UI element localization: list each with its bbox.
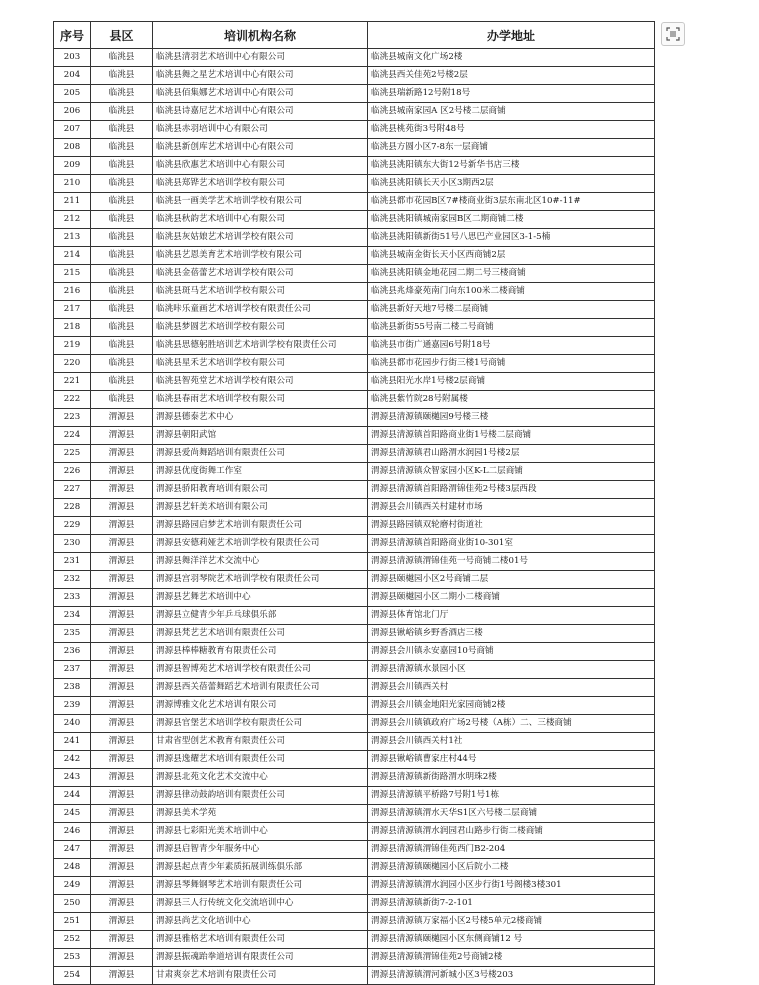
org-name-cell: 渭源县西关蓓蕾舞蹈艺术培训有限责任公司 bbox=[153, 679, 368, 697]
org-name-cell: 渭源县起点青少年素质拓展训练俱乐部 bbox=[153, 859, 368, 877]
org-name-cell: 渭源县爱尚舞蹈培训有限责任公司 bbox=[153, 445, 368, 463]
table-row bbox=[54, 499, 655, 517]
org-name-cell: 临洮县斑马艺术培训学校有限公司 bbox=[153, 283, 368, 301]
serial-cell: 250 bbox=[54, 895, 91, 913]
address-cell: 渭源县清源镇新街7-2-101 bbox=[368, 895, 655, 913]
county-cell: 临洮县 bbox=[91, 373, 153, 391]
table-row bbox=[54, 391, 655, 409]
serial-cell: 213 bbox=[54, 229, 91, 247]
serial-cell: 231 bbox=[54, 553, 91, 571]
serial-cell: 242 bbox=[54, 751, 91, 769]
org-name-cell: 临洮县赤羽培训中心有限公司 bbox=[153, 121, 368, 139]
address-cell: 渭源县清源镇渭水润园小区步行街1号阁楼3楼301 bbox=[368, 877, 655, 895]
table-row bbox=[54, 445, 655, 463]
table-row bbox=[54, 697, 655, 715]
org-name-cell: 渭源县七彩阳光美术培训中心 bbox=[153, 823, 368, 841]
table-row bbox=[54, 319, 655, 337]
county-cell: 临洮县 bbox=[91, 337, 153, 355]
county-cell: 渭源县 bbox=[91, 607, 153, 625]
header-serial: 序号 bbox=[54, 22, 91, 49]
table-row bbox=[54, 373, 655, 391]
county-cell: 渭源县 bbox=[91, 553, 153, 571]
address-cell: 渭源县体育馆北门厅 bbox=[368, 607, 655, 625]
table-row bbox=[54, 805, 655, 823]
serial-cell: 215 bbox=[54, 265, 91, 283]
county-cell: 渭源县 bbox=[91, 895, 153, 913]
org-name-cell: 临洮县秋韵艺术培训中心有限公司 bbox=[153, 211, 368, 229]
serial-cell: 203 bbox=[54, 49, 91, 67]
serial-cell: 221 bbox=[54, 373, 91, 391]
table-row bbox=[54, 787, 655, 805]
address-cell: 临洮县桃苑街3号附48号 bbox=[368, 121, 655, 139]
address-cell: 临洮县洮阳镇长天小区3期西2层 bbox=[368, 175, 655, 193]
org-name-cell: 渭源县立健青少年乒乓球俱乐部 bbox=[153, 607, 368, 625]
org-name-cell: 临洮县一画美学艺术培训学校有限公司 bbox=[153, 193, 368, 211]
table-row bbox=[54, 877, 655, 895]
address-cell: 渭源县会川镇金地阳光家园商铺2楼 bbox=[368, 697, 655, 715]
org-name-cell: 临洮县灰姑娘艺术培训学校有限公司 bbox=[153, 229, 368, 247]
org-name-cell: 渭源县舞洋洋艺术交流中心 bbox=[153, 553, 368, 571]
county-cell: 渭源县 bbox=[91, 481, 153, 499]
address-cell: 临洮县洮阳镇金地花园二期二号三楼商铺 bbox=[368, 265, 655, 283]
address-cell: 渭源县清源镇首阳路渭锦佳苑2号楼3层西段 bbox=[368, 481, 655, 499]
county-cell: 临洮县 bbox=[91, 103, 153, 121]
table-row bbox=[54, 913, 655, 931]
county-cell: 渭源县 bbox=[91, 769, 153, 787]
address-cell: 渭源县颐樾园小区2号商铺二层 bbox=[368, 571, 655, 589]
serial-cell: 238 bbox=[54, 679, 91, 697]
address-cell: 临洮县洮阳镇城南家园B区二期商铺二楼 bbox=[368, 211, 655, 229]
org-name-cell: 渭源县路园启梦艺术培训有限责任公司 bbox=[153, 517, 368, 535]
table-row bbox=[54, 643, 655, 661]
serial-cell: 217 bbox=[54, 301, 91, 319]
table-body bbox=[54, 49, 655, 985]
header-address: 办学地址 bbox=[368, 22, 655, 49]
table-row bbox=[54, 67, 655, 85]
county-cell: 临洮县 bbox=[91, 175, 153, 193]
county-cell: 临洮县 bbox=[91, 229, 153, 247]
org-name-cell: 临洮县欣惠艺术培训中心有限公司 bbox=[153, 157, 368, 175]
address-cell: 渭源县清源镇颐樾园9号楼三楼 bbox=[368, 409, 655, 427]
serial-cell: 208 bbox=[54, 139, 91, 157]
county-cell: 渭源县 bbox=[91, 967, 153, 985]
serial-cell: 223 bbox=[54, 409, 91, 427]
table-row bbox=[54, 211, 655, 229]
serial-cell: 225 bbox=[54, 445, 91, 463]
serial-cell: 206 bbox=[54, 103, 91, 121]
serial-cell: 248 bbox=[54, 859, 91, 877]
county-cell: 临洮县 bbox=[91, 139, 153, 157]
county-cell: 渭源县 bbox=[91, 949, 153, 967]
county-cell: 临洮县 bbox=[91, 319, 153, 337]
table-row bbox=[54, 625, 655, 643]
table-row bbox=[54, 949, 655, 967]
serial-cell: 205 bbox=[54, 85, 91, 103]
address-cell: 临洮县方圆小区7-8东一层商铺 bbox=[368, 139, 655, 157]
org-name-cell: 渭源县德泰艺术中心 bbox=[153, 409, 368, 427]
address-cell: 渭源县会川镇永安嘉园10号商铺 bbox=[368, 643, 655, 661]
org-name-cell: 临洮县舞之星艺术培训中心有限公司 bbox=[153, 67, 368, 85]
address-cell: 临洮县阳光水岸1号楼2层商铺 bbox=[368, 373, 655, 391]
address-cell: 渭源县清源镇众智家园小区K-L二层商铺 bbox=[368, 463, 655, 481]
org-name-cell: 临洮县新创库艺术培训中心有限公司 bbox=[153, 139, 368, 157]
org-name-cell: 渭源县官堡艺术培训学校有限责任公司 bbox=[153, 715, 368, 733]
org-name-cell: 渭源县北苑文化艺术交流中心 bbox=[153, 769, 368, 787]
org-name-cell: 临洮县郑铧艺术培训学校有限公司 bbox=[153, 175, 368, 193]
serial-cell: 254 bbox=[54, 967, 91, 985]
org-name-cell: 渭源县安德莉娅艺术培训学校有限责任公司 bbox=[153, 535, 368, 553]
table-row bbox=[54, 229, 655, 247]
serial-cell: 224 bbox=[54, 427, 91, 445]
serial-cell: 220 bbox=[54, 355, 91, 373]
county-cell: 渭源县 bbox=[91, 805, 153, 823]
org-name-cell: 临洮县诗嘉尼艺术培训中心有限公司 bbox=[153, 103, 368, 121]
org-name-cell: 渭源县启智青少年服务中心 bbox=[153, 841, 368, 859]
county-cell: 渭源县 bbox=[91, 535, 153, 553]
serial-cell: 235 bbox=[54, 625, 91, 643]
table-row bbox=[54, 661, 655, 679]
table-row bbox=[54, 895, 655, 913]
table-row bbox=[54, 679, 655, 697]
serial-cell: 240 bbox=[54, 715, 91, 733]
address-cell: 临洮县城南文化广场2楼 bbox=[368, 49, 655, 67]
table-row bbox=[54, 571, 655, 589]
org-name-cell: 渭源县骄阳教育培训有限公司 bbox=[153, 481, 368, 499]
serial-cell: 239 bbox=[54, 697, 91, 715]
address-cell: 渭源县清源镇颐樾园小区后院小二楼 bbox=[368, 859, 655, 877]
org-name-cell: 临洮县智苑堂艺术培训学校有限公司 bbox=[153, 373, 368, 391]
address-cell: 临洮县瑞新路12号附18号 bbox=[368, 85, 655, 103]
table-row bbox=[54, 121, 655, 139]
address-cell: 渭源县路园镇双轮磨村街道社 bbox=[368, 517, 655, 535]
serial-cell: 210 bbox=[54, 175, 91, 193]
county-cell: 临洮县 bbox=[91, 85, 153, 103]
table-row bbox=[54, 967, 655, 985]
org-name-cell: 临洮县清羽艺术培训中心有限公司 bbox=[153, 49, 368, 67]
table-row bbox=[54, 751, 655, 769]
org-name-cell: 渭源县优度街舞工作室 bbox=[153, 463, 368, 481]
org-name-cell: 渭源县艺舞艺术培训中心 bbox=[153, 589, 368, 607]
serial-cell: 219 bbox=[54, 337, 91, 355]
serial-cell: 229 bbox=[54, 517, 91, 535]
county-cell: 临洮县 bbox=[91, 211, 153, 229]
serial-cell: 241 bbox=[54, 733, 91, 751]
address-cell: 渭源县清源镇新街路渭水明珠2楼 bbox=[368, 769, 655, 787]
header-org-name: 培训机构名称 bbox=[153, 22, 368, 49]
county-cell: 临洮县 bbox=[91, 391, 153, 409]
county-cell: 临洮县 bbox=[91, 193, 153, 211]
address-cell: 临洮县市街广通嘉园6号附18号 bbox=[368, 337, 655, 355]
table-row bbox=[54, 409, 655, 427]
county-cell: 临洮县 bbox=[91, 49, 153, 67]
org-name-cell: 渭源县三人行传统文化交流培训中心 bbox=[153, 895, 368, 913]
address-cell: 临洮县洮阳镇新街51号八思巴产业园区3-1-5楠 bbox=[368, 229, 655, 247]
address-cell: 临洮县城南金街长天小区西商铺2层 bbox=[368, 247, 655, 265]
address-cell: 渭源县清源镇水景园小区 bbox=[368, 661, 655, 679]
org-name-cell: 临洮县佰集娜艺术培训中心有限公司 bbox=[153, 85, 368, 103]
org-name-cell: 临洮咔乐童画艺术培训学校有限责任公司 bbox=[153, 301, 368, 319]
address-cell: 渭源县会川镇西关村1社 bbox=[368, 733, 655, 751]
county-cell: 渭源县 bbox=[91, 877, 153, 895]
county-cell: 渭源县 bbox=[91, 679, 153, 697]
address-cell: 渭源县清源镇君山路渭水润园1号楼2层 bbox=[368, 445, 655, 463]
serial-cell: 216 bbox=[54, 283, 91, 301]
address-cell: 临洮县紫竹院28号附属楼 bbox=[368, 391, 655, 409]
table-row bbox=[54, 607, 655, 625]
county-cell: 渭源县 bbox=[91, 787, 153, 805]
table-row bbox=[54, 85, 655, 103]
county-cell: 渭源县 bbox=[91, 427, 153, 445]
serial-cell: 233 bbox=[54, 589, 91, 607]
table-row bbox=[54, 589, 655, 607]
institution-table bbox=[53, 21, 655, 985]
address-cell: 临洮县城南家园A 区2号楼二层商铺 bbox=[368, 103, 655, 121]
county-cell: 渭源县 bbox=[91, 823, 153, 841]
org-name-cell: 渭源县琴舞钢琴艺术培训有限责任公司 bbox=[153, 877, 368, 895]
org-name-cell: 渭源县棒棒糖教育有限责任公司 bbox=[153, 643, 368, 661]
county-cell: 渭源县 bbox=[91, 445, 153, 463]
serial-cell: 228 bbox=[54, 499, 91, 517]
table-row bbox=[54, 823, 655, 841]
county-cell: 临洮县 bbox=[91, 301, 153, 319]
table-row bbox=[54, 715, 655, 733]
address-cell: 渭源县颐樾园小区二期小二楼商铺 bbox=[368, 589, 655, 607]
serial-cell: 227 bbox=[54, 481, 91, 499]
table-row bbox=[54, 931, 655, 949]
table-row bbox=[54, 733, 655, 751]
address-cell: 渭源县会川镇西关村建材市场 bbox=[368, 499, 655, 517]
table-row bbox=[54, 553, 655, 571]
county-cell: 临洮县 bbox=[91, 265, 153, 283]
serial-cell: 214 bbox=[54, 247, 91, 265]
county-cell: 渭源县 bbox=[91, 643, 153, 661]
org-name-cell: 渭源县振魂跆拳道培训有限责任公司 bbox=[153, 949, 368, 967]
county-cell: 临洮县 bbox=[91, 67, 153, 85]
serial-cell: 222 bbox=[54, 391, 91, 409]
county-cell: 渭源县 bbox=[91, 913, 153, 931]
address-cell: 渭源县清源镇颐樾园小区东侧商铺12 号 bbox=[368, 931, 655, 949]
serial-cell: 243 bbox=[54, 769, 91, 787]
table-row bbox=[54, 535, 655, 553]
serial-cell: 244 bbox=[54, 787, 91, 805]
address-cell: 渭源县锹峪镇曹家庄村44号 bbox=[368, 751, 655, 769]
county-cell: 渭源县 bbox=[91, 409, 153, 427]
table-row bbox=[54, 49, 655, 67]
table-row bbox=[54, 193, 655, 211]
address-cell: 渭源县清源镇万家福小区2号楼5单元2楼商铺 bbox=[368, 913, 655, 931]
serial-cell: 209 bbox=[54, 157, 91, 175]
table-row bbox=[54, 283, 655, 301]
address-cell: 渭源县清源镇渭水润园君山路步行街二楼商铺 bbox=[368, 823, 655, 841]
table-row bbox=[54, 859, 655, 877]
org-name-cell: 渭源博雅文化艺术培训有限公司 bbox=[153, 697, 368, 715]
org-name-cell: 临洮县星禾艺术培训学校有限公司 bbox=[153, 355, 368, 373]
serial-cell: 245 bbox=[54, 805, 91, 823]
county-cell: 临洮县 bbox=[91, 247, 153, 265]
county-cell: 临洮县 bbox=[91, 283, 153, 301]
county-cell: 渭源县 bbox=[91, 931, 153, 949]
table-row bbox=[54, 247, 655, 265]
county-cell: 临洮县 bbox=[91, 355, 153, 373]
county-cell: 渭源县 bbox=[91, 697, 153, 715]
table-row bbox=[54, 265, 655, 283]
serial-cell: 204 bbox=[54, 67, 91, 85]
header-county: 县区 bbox=[91, 22, 153, 49]
org-name-cell: 临洮县春雨艺术培训学校有限公司 bbox=[153, 391, 368, 409]
address-cell: 渭源县清源镇渭锦佳苑西门B2-204 bbox=[368, 841, 655, 859]
org-name-cell: 临洮县艺恩美育艺术培训学校有限公司 bbox=[153, 247, 368, 265]
serial-cell: 211 bbox=[54, 193, 91, 211]
address-cell: 临洮县都市花园步行街三楼1号商铺 bbox=[368, 355, 655, 373]
org-name-cell: 渭源县朝阳武馆 bbox=[153, 427, 368, 445]
serial-cell: 234 bbox=[54, 607, 91, 625]
address-cell: 渭源县清源镇渭锦佳苑2号商铺2楼 bbox=[368, 949, 655, 967]
table-row bbox=[54, 481, 655, 499]
address-cell: 临洮县都市花园B区7#楼商业街3层东南北区10#-11# bbox=[368, 193, 655, 211]
serial-cell: 251 bbox=[54, 913, 91, 931]
address-cell: 渭源县清源镇渭锦佳苑一号商铺二楼01号 bbox=[368, 553, 655, 571]
county-cell: 渭源县 bbox=[91, 571, 153, 589]
serial-cell: 249 bbox=[54, 877, 91, 895]
table-header-row bbox=[54, 22, 655, 49]
address-cell: 渭源县锹峪镇乡野香酒店三楼 bbox=[368, 625, 655, 643]
serial-cell: 246 bbox=[54, 823, 91, 841]
address-cell: 临洮县新街55号南二楼二号商铺 bbox=[368, 319, 655, 337]
serial-cell: 253 bbox=[54, 949, 91, 967]
table-row bbox=[54, 463, 655, 481]
org-name-cell: 临洮县思德躬胜培训艺术培训学校有限责任公司 bbox=[153, 337, 368, 355]
county-cell: 渭源县 bbox=[91, 499, 153, 517]
county-cell: 临洮县 bbox=[91, 121, 153, 139]
county-cell: 渭源县 bbox=[91, 733, 153, 751]
county-cell: 渭源县 bbox=[91, 661, 153, 679]
address-cell: 临洮县西关佳苑2号楼2层 bbox=[368, 67, 655, 85]
table-row bbox=[54, 355, 655, 373]
org-name-cell: 渭源县智博苑艺术培训学校有限责任公司 bbox=[153, 661, 368, 679]
table-row bbox=[54, 841, 655, 859]
org-name-cell: 渭源县宫羽琴院艺术培训学校有限责任公司 bbox=[153, 571, 368, 589]
org-name-cell: 渭源县雅格艺术培训有限责任公司 bbox=[153, 931, 368, 949]
address-cell: 临洮县新好天地7号楼二层商铺 bbox=[368, 301, 655, 319]
address-cell: 渭源县会川镇西关村 bbox=[368, 679, 655, 697]
org-name-cell: 甘肃省型创艺术教育有限责任公司 bbox=[153, 733, 368, 751]
document-scan-icon-graphic bbox=[662, 23, 684, 45]
table-row bbox=[54, 139, 655, 157]
county-cell: 渭源县 bbox=[91, 841, 153, 859]
table-row bbox=[54, 301, 655, 319]
serial-cell: 237 bbox=[54, 661, 91, 679]
county-cell: 渭源县 bbox=[91, 463, 153, 481]
org-name-cell: 渭源县美术学苑 bbox=[153, 805, 368, 823]
county-cell: 渭源县 bbox=[91, 859, 153, 877]
org-name-cell: 渭源县艺轩美术培训有限公司 bbox=[153, 499, 368, 517]
county-cell: 渭源县 bbox=[91, 715, 153, 733]
document-scan-icon[interactable] bbox=[661, 22, 685, 46]
serial-cell: 247 bbox=[54, 841, 91, 859]
address-cell: 渭源县清源镇首阳路商业街1号楼二层商铺 bbox=[368, 427, 655, 445]
address-cell: 渭源县清源镇渭河新城小区3号楼203 bbox=[368, 967, 655, 985]
org-name-cell: 甘肃爽奈艺术培训有限责任公司 bbox=[153, 967, 368, 985]
table-row bbox=[54, 517, 655, 535]
table-row bbox=[54, 157, 655, 175]
org-name-cell: 渭源县逸耀艺术培训有限责任公司 bbox=[153, 751, 368, 769]
county-cell: 渭源县 bbox=[91, 589, 153, 607]
address-cell: 渭源县清源镇首阳路商业街10-301室 bbox=[368, 535, 655, 553]
org-name-cell: 渭源县尚艺文化培训中心 bbox=[153, 913, 368, 931]
address-cell: 临洮县兆烽豪苑南门向东100米二楼商铺 bbox=[368, 283, 655, 301]
serial-cell: 218 bbox=[54, 319, 91, 337]
address-cell: 渭源县清源镇平桥路7号附1号1栋 bbox=[368, 787, 655, 805]
address-cell: 临洮县洮阳镇东大街12号新华书店三楼 bbox=[368, 157, 655, 175]
table-row bbox=[54, 769, 655, 787]
serial-cell: 230 bbox=[54, 535, 91, 553]
org-name-cell: 渭源县梵艺艺术培训有限责任公司 bbox=[153, 625, 368, 643]
org-name-cell: 渭源县律动鼓韵培训有限责任公司 bbox=[153, 787, 368, 805]
county-cell: 渭源县 bbox=[91, 625, 153, 643]
table-row bbox=[54, 103, 655, 121]
address-cell: 渭源县清源镇渭水天华S1区六号楼二层商铺 bbox=[368, 805, 655, 823]
table-row bbox=[54, 337, 655, 355]
county-cell: 渭源县 bbox=[91, 517, 153, 535]
serial-cell: 236 bbox=[54, 643, 91, 661]
address-cell: 渭源县会川镇镇政府广场2号楼（A栋）二、三楼商铺 bbox=[368, 715, 655, 733]
county-cell: 渭源县 bbox=[91, 751, 153, 769]
serial-cell: 212 bbox=[54, 211, 91, 229]
serial-cell: 207 bbox=[54, 121, 91, 139]
county-cell: 临洮县 bbox=[91, 157, 153, 175]
serial-cell: 232 bbox=[54, 571, 91, 589]
table-row bbox=[54, 427, 655, 445]
table-row bbox=[54, 175, 655, 193]
org-name-cell: 临洮县金蓓蕾艺术培训学校有限公司 bbox=[153, 265, 368, 283]
org-name-cell: 临洮县梦圆艺术培训学校有限公司 bbox=[153, 319, 368, 337]
serial-cell: 252 bbox=[54, 931, 91, 949]
serial-cell: 226 bbox=[54, 463, 91, 481]
